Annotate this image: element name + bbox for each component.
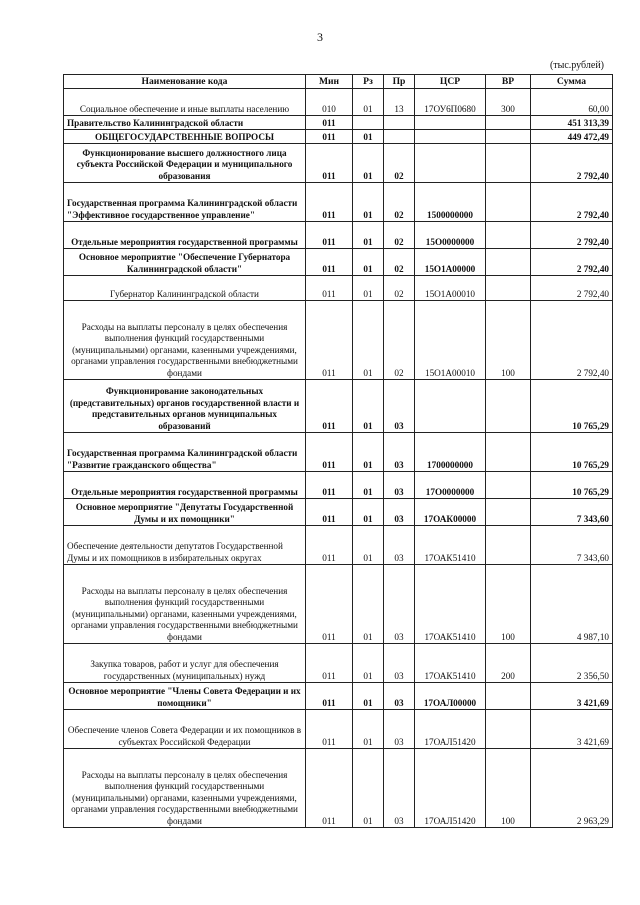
cell-vr [486,499,531,526]
table-row [64,683,613,710]
table-row [64,249,613,276]
cell-sum: 2 792,40 [531,301,613,380]
cell-min: 011 [306,144,353,183]
cell-pr: 03 [384,380,415,433]
cell-pr [384,130,415,144]
header-vr: ВР [486,75,531,89]
header-sum: Сумма [531,75,613,89]
cell-rz: 01 [353,499,384,526]
cell-sum: 2 356,50 [531,644,613,683]
cell-rz: 01 [353,183,384,222]
cell-csr: 17ОАК51410 [415,526,486,565]
table-row [64,130,613,144]
cell-name: Закупка товаров, работ и услуг для обеспечения государственных (муниципальных) нужд [64,644,306,683]
cell-rz: 01 [353,565,384,644]
cell-name: Социальное обеспечение и иные выплаты населению [64,89,306,116]
cell-pr: 03 [384,710,415,749]
cell-csr: 17ОАЛ00000 [415,683,486,710]
cell-csr: 15О1А00000 [415,249,486,276]
cell-pr: 03 [384,433,415,472]
cell-pr: 03 [384,499,415,526]
cell-name: Расходы на выплаты персоналу в целях обеспечения выполнения функций государственными (муниципальными) органами, казенными учреждениями, органами управления государственными внебюджетными фондами [64,565,306,644]
header-csr: ЦСР [415,75,486,89]
cell-sum: 7 343,60 [531,526,613,565]
cell-pr: 03 [384,526,415,565]
table-row [64,644,613,683]
cell-vr: 100 [486,749,531,828]
table-row [64,710,613,749]
cell-rz: 01 [353,249,384,276]
cell-csr [415,116,486,130]
cell-vr [486,183,531,222]
cell-csr: 15О0000000 [415,222,486,249]
page-number: 3 [317,30,323,44]
cell-vr [486,249,531,276]
cell-sum: 3 421,69 [531,710,613,749]
cell-sum: 4 987,10 [531,565,613,644]
cell-vr [486,526,531,565]
table-row [64,472,613,499]
table-row [64,144,613,183]
cell-name: Отдельные мероприятия государственной программы [64,222,306,249]
cell-rz: 01 [353,276,384,301]
header-rz: Рз [353,75,384,89]
table-row [64,183,613,222]
cell-sum: 2 792,40 [531,276,613,301]
table-row [64,276,613,301]
cell-vr: 200 [486,644,531,683]
cell-name: Государственная программа Калининградской области "Развитие гражданского общества" [64,433,306,472]
table-row [64,499,613,526]
cell-name: Основное мероприятие "Депутаты Государственной Думы и их помощники" [64,499,306,526]
table-row [64,565,613,644]
cell-name: Функционирование законодательных (представительных) органов государственной власти и представительных органов муниципальных образований [64,380,306,433]
cell-vr [486,472,531,499]
cell-csr: 17ОАК51410 [415,565,486,644]
cell-name: Государственная программа Калининградской области "Эффективное государственное управление" [64,183,306,222]
cell-rz: 01 [353,526,384,565]
cell-vr: 100 [486,565,531,644]
cell-sum: 451 313,39 [531,116,613,130]
cell-rz: 01 [353,380,384,433]
cell-name: Обеспечение деятельности депутатов Государственной Думы и их помощников в избирательных округах [64,526,306,565]
cell-name: ОБЩЕГОСУДАРСТВЕННЫЕ ВОПРОСЫ [64,130,306,144]
cell-rz: 01 [353,130,384,144]
cell-vr [486,130,531,144]
cell-pr: 03 [384,644,415,683]
cell-vr [486,116,531,130]
cell-vr: 100 [486,301,531,380]
cell-min: 010 [306,89,353,116]
table-row [64,301,613,380]
table-row [64,380,613,433]
cell-csr: 17ОАЛ51420 [415,749,486,828]
cell-csr: 15О1А00010 [415,276,486,301]
cell-name: Обеспечение членов Совета Федерации и их помощников в субъектах Российской Федерации [64,710,306,749]
cell-sum: 449 472,49 [531,130,613,144]
cell-sum: 2 792,40 [531,222,613,249]
table-row [64,433,613,472]
cell-rz: 01 [353,301,384,380]
units-label: (тыс.рублей) [549,60,604,71]
budget-table [63,74,613,828]
cell-pr: 03 [384,683,415,710]
cell-csr: 17ОАЛ51420 [415,710,486,749]
cell-name: Основное мероприятие "Обеспечение Губернатора Калининградской области" [64,249,306,276]
cell-rz: 01 [353,144,384,183]
cell-pr: 02 [384,249,415,276]
header-pr: Пр [384,75,415,89]
cell-vr [486,276,531,301]
table-row [64,89,613,116]
cell-min: 011 [306,565,353,644]
cell-csr: 17ОУ6П0680 [415,89,486,116]
cell-name: Расходы на выплаты персоналу в целях обеспечения выполнения функций государственными (муниципальными) органами, казенными учреждениями, органами управления государственными внебюджетными фондами [64,749,306,828]
cell-min: 011 [306,222,353,249]
cell-name: Правительство Калининградской области [64,116,306,130]
cell-csr: 1700000000 [415,433,486,472]
table-header-row [64,75,613,89]
table-row [64,749,613,828]
header-min: Мин [306,75,353,89]
cell-rz: 01 [353,749,384,828]
cell-min: 011 [306,526,353,565]
table-row [64,222,613,249]
cell-name: Функционирование высшего должностного лица субъекта Российской Федерации и муниципального образования [64,144,306,183]
cell-sum: 2 792,40 [531,249,613,276]
cell-min: 011 [306,116,353,130]
cell-min: 011 [306,249,353,276]
cell-pr: 02 [384,144,415,183]
cell-rz: 01 [353,89,384,116]
cell-pr: 03 [384,749,415,828]
cell-min: 011 [306,276,353,301]
cell-pr: 13 [384,89,415,116]
cell-name: Губернатор Калининградской области [64,276,306,301]
cell-sum: 3 421,69 [531,683,613,710]
cell-csr [415,130,486,144]
cell-min: 011 [306,710,353,749]
cell-name: Расходы на выплаты персоналу в целях обеспечения выполнения функций государственными (муниципальными) органами, казенными учреждениями, органами управления государственными внебюджетными фондами [64,301,306,380]
cell-min: 011 [306,301,353,380]
cell-rz: 01 [353,710,384,749]
cell-csr [415,144,486,183]
cell-pr: 03 [384,565,415,644]
cell-rz: 01 [353,683,384,710]
cell-rz: 01 [353,644,384,683]
cell-rz: 01 [353,472,384,499]
table-row [64,116,613,130]
cell-csr: 17ОАК00000 [415,499,486,526]
cell-csr: 17О0000000 [415,472,486,499]
cell-vr [486,222,531,249]
cell-name: Основное мероприятие "Члены Совета Федерации и их помощники" [64,683,306,710]
cell-csr: 1500000000 [415,183,486,222]
cell-csr: 17ОАК51410 [415,644,486,683]
cell-pr: 02 [384,301,415,380]
cell-vr [486,433,531,472]
cell-min: 011 [306,499,353,526]
cell-pr: 02 [384,183,415,222]
cell-pr: 02 [384,276,415,301]
cell-sum: 7 343,60 [531,499,613,526]
cell-vr [486,144,531,183]
header-name: Наименование кода [64,75,306,89]
cell-sum: 2 963,29 [531,749,613,828]
cell-pr [384,116,415,130]
cell-min: 011 [306,749,353,828]
cell-min: 011 [306,472,353,499]
cell-sum: 60,00 [531,89,613,116]
cell-vr [486,380,531,433]
cell-pr: 02 [384,222,415,249]
cell-pr: 03 [384,472,415,499]
cell-sum: 10 765,29 [531,472,613,499]
cell-min: 011 [306,183,353,222]
cell-min: 011 [306,130,353,144]
cell-csr [415,380,486,433]
cell-rz [353,116,384,130]
cell-min: 011 [306,683,353,710]
table-row [64,526,613,565]
cell-min: 011 [306,644,353,683]
cell-vr [486,683,531,710]
cell-sum: 10 765,29 [531,433,613,472]
cell-rz: 01 [353,222,384,249]
cell-sum: 2 792,40 [531,144,613,183]
cell-csr: 15О1А00010 [415,301,486,380]
cell-sum: 2 792,40 [531,183,613,222]
cell-vr [486,710,531,749]
cell-name: Отдельные мероприятия государственной программы [64,472,306,499]
cell-min: 011 [306,380,353,433]
cell-rz: 01 [353,433,384,472]
cell-vr: 300 [486,89,531,116]
cell-min: 011 [306,433,353,472]
cell-sum: 10 765,29 [531,380,613,433]
